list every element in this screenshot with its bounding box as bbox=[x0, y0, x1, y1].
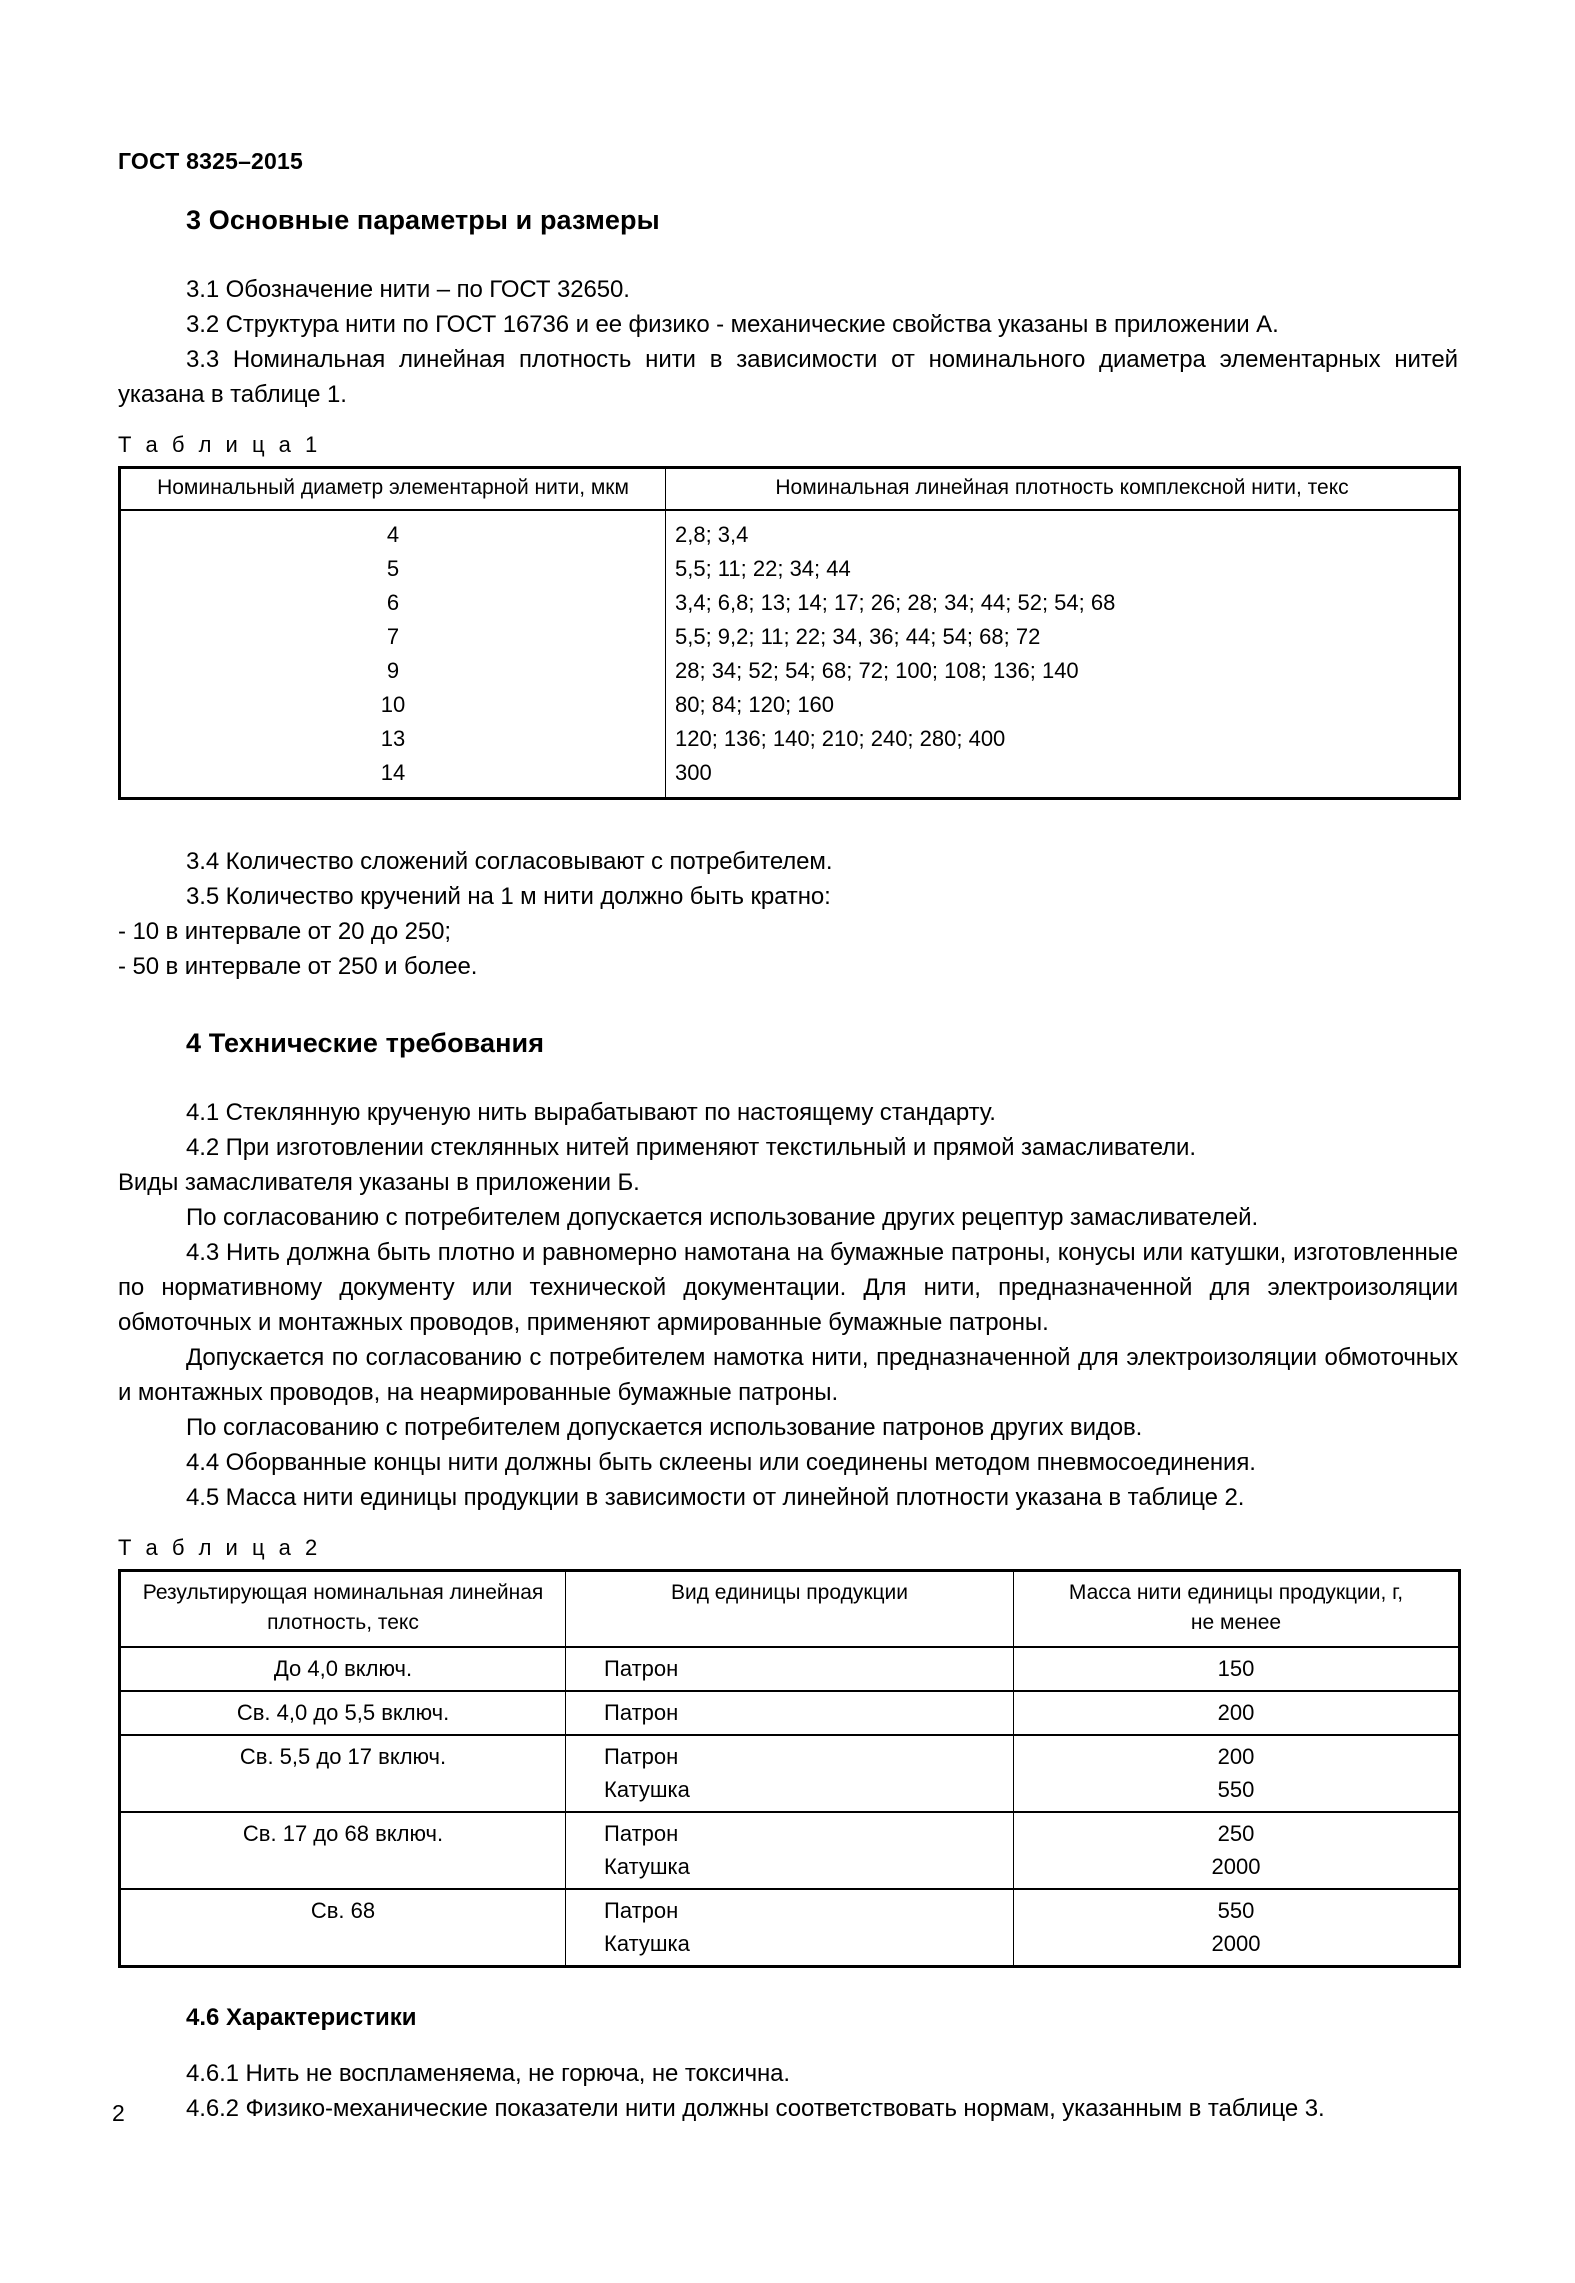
table-2-col-header-linear-density bbox=[120, 1571, 566, 1648]
cell-line: 200 bbox=[1217, 1700, 1255, 1725]
paragraph-3-2: 3.2 Структура нити по ГОСТ 16736 и ее физико - механические свойства указаны в приложении А. bbox=[186, 311, 1279, 338]
spacer bbox=[118, 236, 1458, 272]
paragraph-3-3: 3.3 Номинальная линейная плотность нити в зависимости от номинального диаметра элементарных нитей указана в таблице 1. bbox=[118, 346, 1458, 408]
cell-unit-kind bbox=[566, 1812, 1014, 1889]
section-4-6-heading: 4.6 Характеристики bbox=[186, 2004, 417, 2031]
table-row bbox=[120, 1691, 1460, 1735]
table-row bbox=[120, 688, 1460, 722]
cell-line: Патрон bbox=[604, 1821, 679, 1846]
header-line: плотность, текс bbox=[267, 1611, 419, 1634]
cell-line: 2000 bbox=[1211, 1854, 1261, 1879]
cell-diameter: 13 bbox=[120, 722, 666, 756]
cell-mass bbox=[1014, 1691, 1460, 1735]
cell-unit-kind bbox=[566, 1889, 1014, 1967]
cell-density: 5,5; 9,2; 11; 22; 34, 36; 44; 54; 68; 72 bbox=[666, 620, 1460, 654]
spacer bbox=[118, 458, 1458, 466]
table-row bbox=[120, 654, 1460, 688]
cell-density: 5,5; 11; 22; 34; 44 bbox=[666, 552, 1460, 586]
cell-line: 150 bbox=[1217, 1656, 1255, 1681]
cell-mass bbox=[1014, 1647, 1460, 1691]
spacer bbox=[118, 1059, 1458, 1095]
page-number: 2 bbox=[112, 2100, 125, 2126]
running-header: ГОСТ 8325–2015 bbox=[118, 148, 304, 174]
cell-line: Патрон bbox=[604, 1656, 679, 1681]
spacer bbox=[118, 1968, 1458, 2004]
cell-line: 200 bbox=[1217, 1744, 1255, 1769]
cell-mass bbox=[1014, 1889, 1460, 1967]
cell-line: Патрон bbox=[604, 1898, 679, 1923]
table-1-col-header-density: Номинальная линейная плотность комплексной нити, текс bbox=[666, 468, 1460, 511]
cell-density: 3,4; 6,8; 13; 14; 17; 26; 28; 34; 44; 52; 54; 68 bbox=[666, 586, 1460, 620]
section-4-heading: 4 Технические требования bbox=[186, 1028, 545, 1058]
header-line: не менее bbox=[1190, 1611, 1282, 1634]
spacer bbox=[118, 2032, 1458, 2056]
paragraph-3-1: 3.1 Обозначение нити – по ГОСТ 32650. bbox=[186, 276, 630, 303]
cell-line: Патрон bbox=[604, 1744, 679, 1769]
cell-range: Св. 4,0 до 5,5 включ. bbox=[120, 1691, 566, 1735]
cell-line: 550 bbox=[1217, 1898, 1255, 1923]
cell-density: 300 bbox=[666, 756, 1460, 799]
table-row bbox=[120, 1647, 1460, 1691]
paragraph-3-5: 3.5 Количество кручений на 1 м нити должно быть кратно: bbox=[186, 883, 831, 910]
table-row bbox=[120, 756, 1460, 799]
cell-line: Катушка bbox=[604, 1854, 690, 1879]
header-line: Вид единицы продукции bbox=[670, 1581, 908, 1604]
cell-unit-kind bbox=[566, 1735, 1014, 1812]
cell-density: 120; 136; 140; 210; 240; 280; 400 bbox=[666, 722, 1460, 756]
table-2-col-header-mass bbox=[1014, 1571, 1460, 1648]
cell-diameter: 9 bbox=[120, 654, 666, 688]
cell-line: Катушка bbox=[604, 1931, 690, 1956]
cell-diameter: 4 bbox=[120, 510, 666, 552]
cell-density: 2,8; 3,4 bbox=[666, 510, 1460, 552]
table-row bbox=[120, 586, 1460, 620]
paragraph-3-5-item-2: - 50 в интервале от 250 и более. bbox=[118, 953, 478, 980]
table-row bbox=[120, 510, 1460, 552]
table-1-caption: Т а б л и ц а 1 bbox=[118, 432, 322, 457]
cell-diameter: 6 bbox=[120, 586, 666, 620]
spacer bbox=[118, 800, 1458, 844]
spacer bbox=[118, 1561, 1458, 1569]
paragraph-4-3: 4.3 Нить должна быть плотно и равномерно намотана на бумажные патроны, конусы или катушки, изготовленные по нормативному документу или технической документации. Для нити, предназначенной для электроизоляции обмоточных и монтажных проводов, применяют армированные бумажные патроны. bbox=[118, 1239, 1458, 1336]
table-2 bbox=[118, 1569, 1461, 1968]
paragraph-3-4: 3.4 Количество сложений согласовывают с потребителем. bbox=[186, 848, 833, 875]
cell-density: 80; 84; 120; 160 bbox=[666, 688, 1460, 722]
table-row bbox=[120, 1889, 1460, 1967]
cell-range: До 4,0 включ. bbox=[120, 1647, 566, 1691]
cell-line: 550 bbox=[1217, 1777, 1255, 1802]
cell-range: Св. 5,5 до 17 включ. bbox=[120, 1735, 566, 1812]
table-row bbox=[120, 552, 1460, 586]
cell-diameter: 10 bbox=[120, 688, 666, 722]
cell-unit-kind bbox=[566, 1691, 1014, 1735]
paragraph-4-6-1: 4.6.1 Нить не воспламеняема, не горюча, не токсична. bbox=[186, 2060, 790, 2087]
paragraph-4-5: 4.5 Масса нити единицы продукции в зависимости от линейной плотности указана в таблице 2. bbox=[186, 1484, 1245, 1511]
table-1 bbox=[118, 466, 1461, 800]
cell-unit-kind bbox=[566, 1647, 1014, 1691]
paragraph-4-3-b: Допускается по согласованию с потребителем намотка нити, предназначенной для электроизоляции обмоточных и монтажных проводов, на неармированные бумажные патроны. bbox=[118, 1344, 1458, 1406]
paragraph-4-1: 4.1 Стеклянную крученую нить вырабатывают по настоящему стандарту. bbox=[186, 1099, 996, 1126]
table-2-col-header-unit-kind bbox=[566, 1571, 1014, 1648]
table-row bbox=[120, 722, 1460, 756]
cell-line: Патрон bbox=[604, 1700, 679, 1725]
table-2-caption: Т а б л и ц а 2 bbox=[118, 1535, 322, 1560]
cell-line: Катушка bbox=[604, 1777, 690, 1802]
spacer bbox=[118, 984, 1458, 1028]
section-3-heading: 3 Основные параметры и размеры bbox=[186, 205, 660, 235]
header-line: Масса нити единицы продукции, г, bbox=[1068, 1581, 1404, 1604]
table-row bbox=[120, 1735, 1460, 1812]
cell-line: 250 bbox=[1217, 1821, 1255, 1846]
cell-diameter: 14 bbox=[120, 756, 666, 799]
cell-range: Св. 68 bbox=[120, 1889, 566, 1967]
table-1-col-header-diameter: Номинальный диаметр элементарной нити, мкм bbox=[120, 468, 666, 511]
paragraph-4-2: 4.2 При изготовлении стеклянных нитей применяют текстильный и прямой замасливатели. bbox=[186, 1134, 1196, 1161]
page-content bbox=[118, 205, 1458, 2126]
spacer bbox=[118, 412, 1458, 432]
cell-mass bbox=[1014, 1735, 1460, 1812]
table-2-header-row bbox=[120, 1571, 1460, 1648]
table-row bbox=[120, 620, 1460, 654]
cell-line: 2000 bbox=[1211, 1931, 1261, 1956]
paragraph-4-6-2: 4.6.2 Физико-механические показатели нити должны соответствовать нормам, указанным в таблице 3. bbox=[186, 2095, 1325, 2122]
header-line: Результирующая номинальная линейная bbox=[142, 1581, 544, 1604]
table-row bbox=[120, 1812, 1460, 1889]
cell-mass bbox=[1014, 1812, 1460, 1889]
cell-range: Св. 17 до 68 включ. bbox=[120, 1812, 566, 1889]
cell-diameter: 5 bbox=[120, 552, 666, 586]
paragraph-3-5-item-1: - 10 в интервале от 20 до 250; bbox=[118, 918, 451, 945]
paragraph-4-2-b: Виды замасливателя указаны в приложении Б. bbox=[118, 1169, 640, 1196]
table-1-header-row bbox=[120, 468, 1460, 511]
cell-diameter: 7 bbox=[120, 620, 666, 654]
cell-density: 28; 34; 52; 54; 68; 72; 100; 108; 136; 140 bbox=[666, 654, 1460, 688]
paragraph-4-4: 4.4 Оборванные концы нити должны быть склеены или соединены методом пневмосоединения. bbox=[186, 1449, 1256, 1476]
spacer bbox=[118, 1515, 1458, 1535]
paragraph-4-3-c: По согласованию с потребителем допускается использование патронов других видов. bbox=[186, 1414, 1143, 1441]
paragraph-4-2-c: По согласованию с потребителем допускается использование других рецептур замасливателей. bbox=[186, 1204, 1259, 1231]
